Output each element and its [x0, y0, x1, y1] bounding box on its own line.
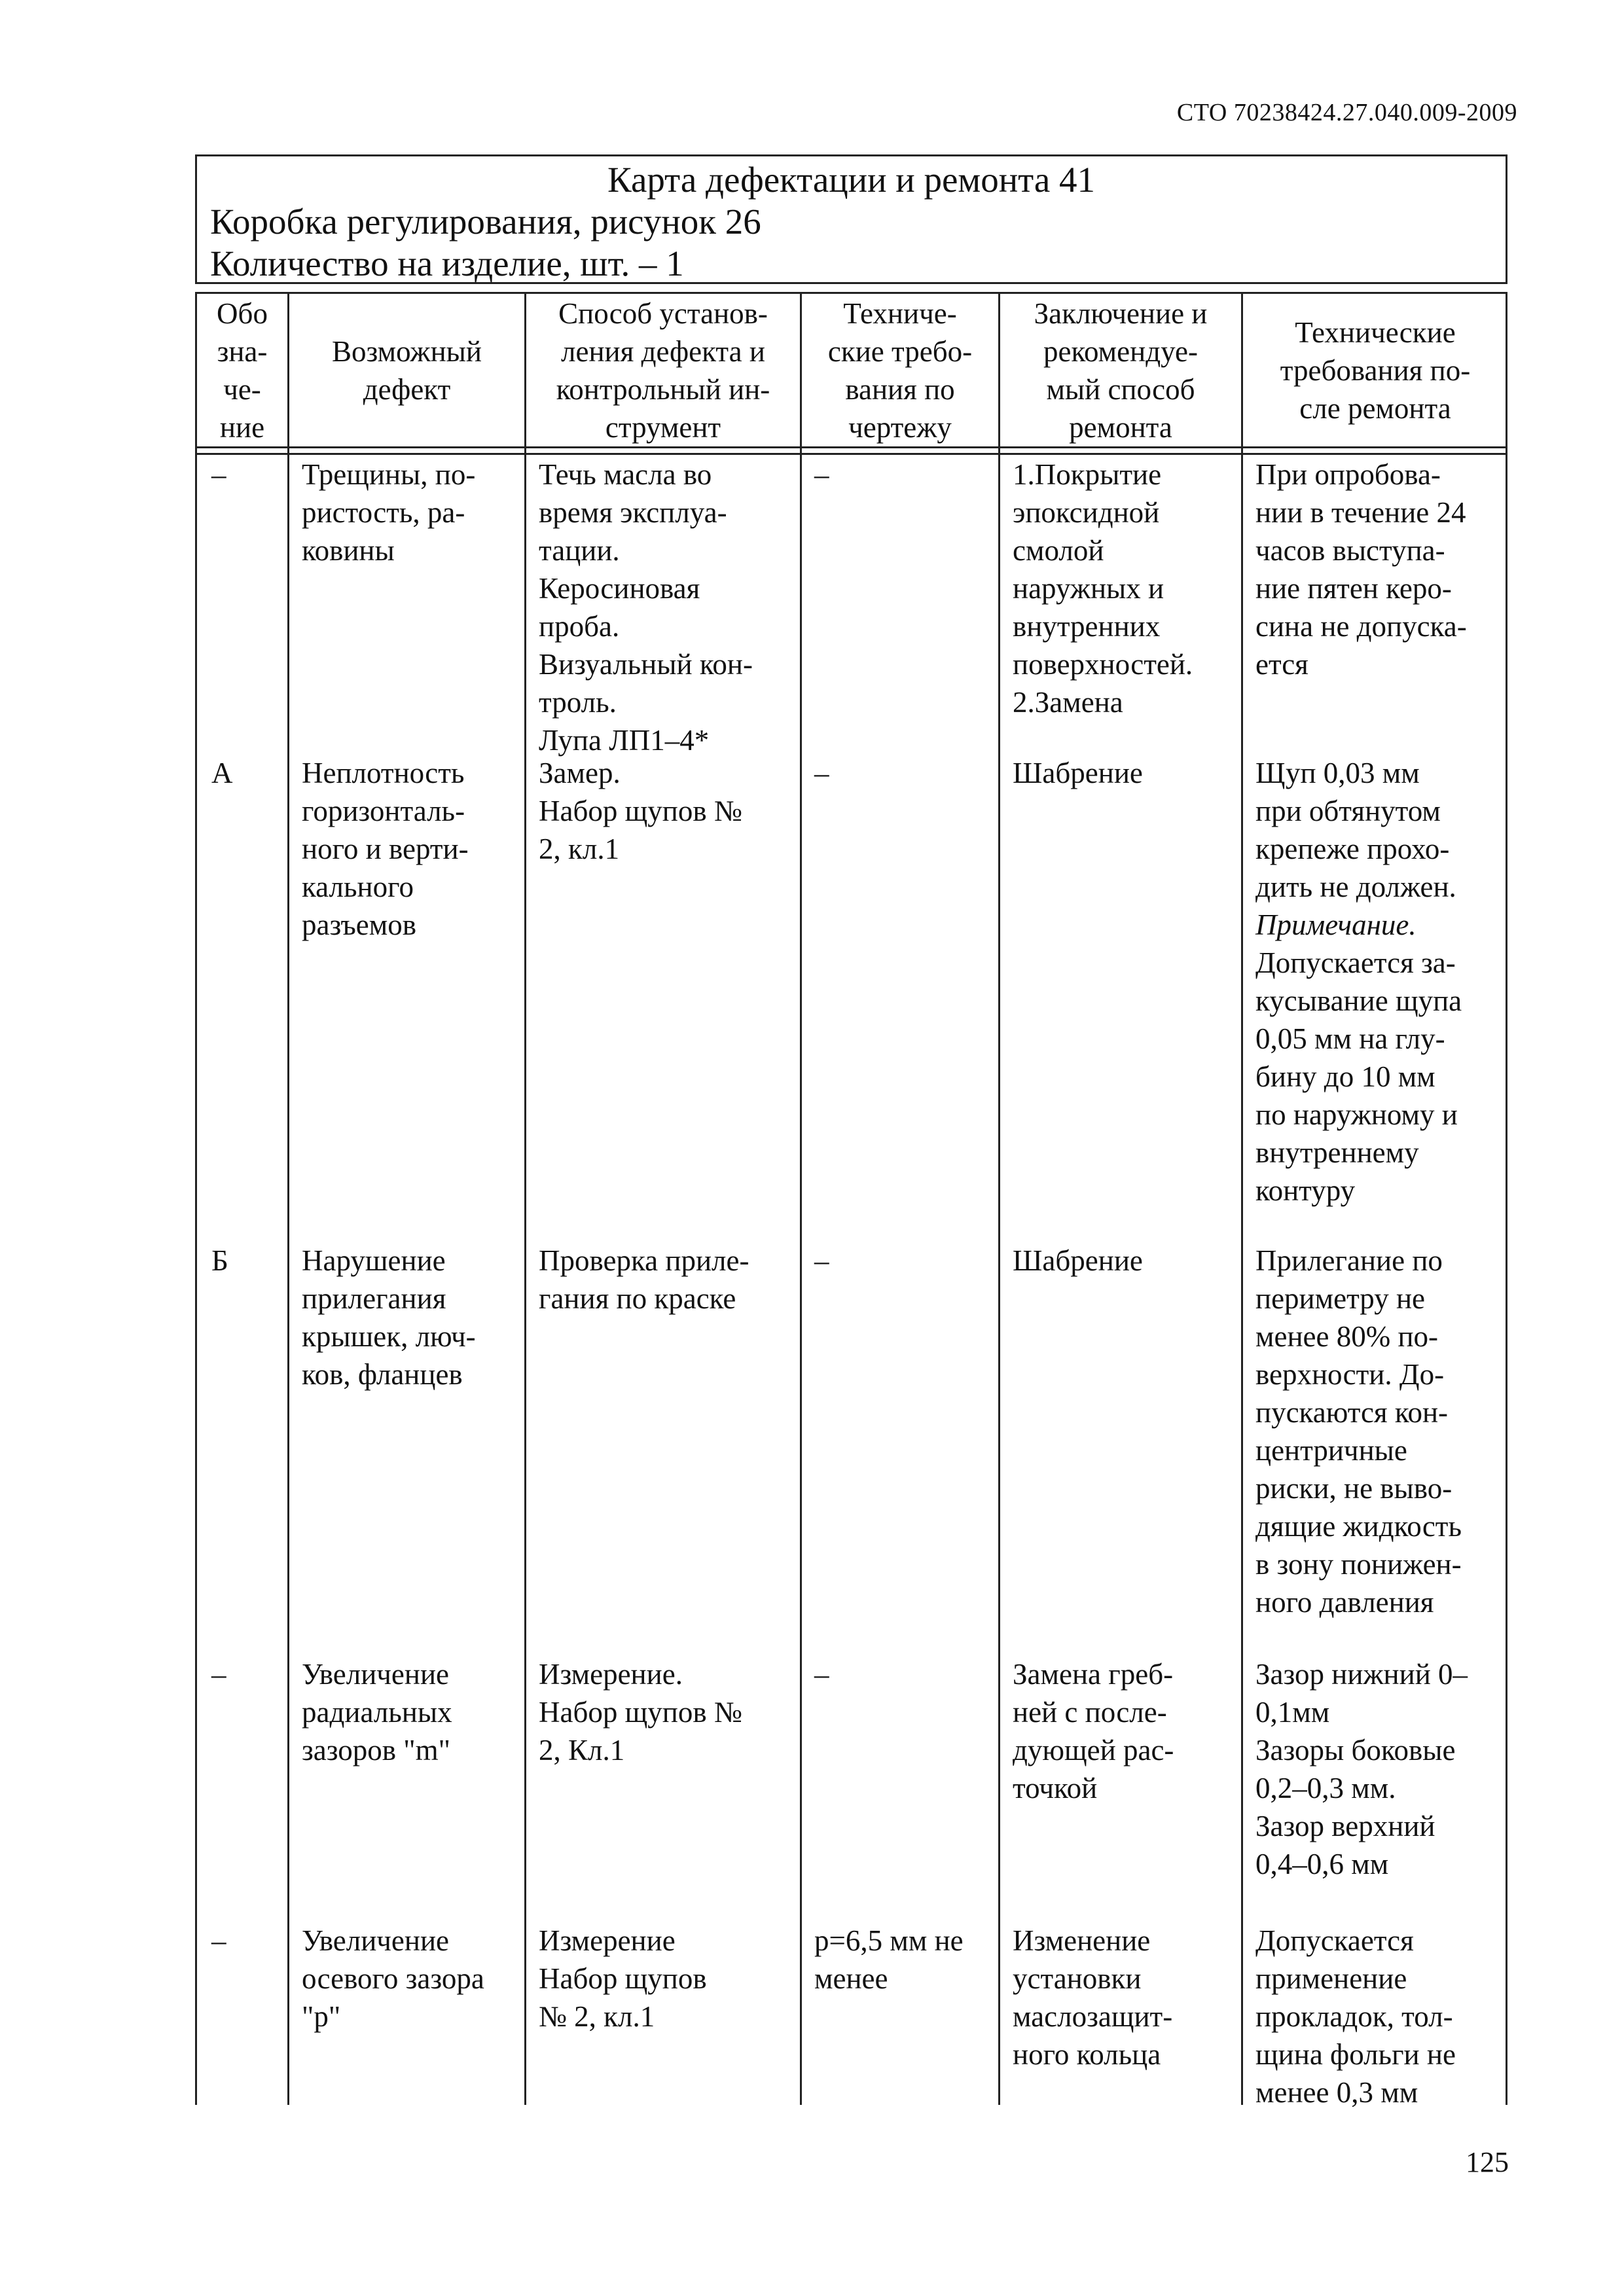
cell-conclusion: Изменение установки маслозащит- ного кольца [1013, 1924, 1173, 2071]
cell-designation: Б [211, 1244, 228, 1277]
cell-method: Проверка приле- гания по краске [539, 1244, 749, 1315]
cell-method: Замер. Набор щупов № 2, кл.1 [539, 757, 742, 865]
cell-method: Измерение Набор щупов № 2, кл.1 [539, 1924, 707, 2033]
cell-conclusion: Шабрение [1013, 1244, 1143, 1277]
cell-drawing-requirements: – [814, 1244, 829, 1277]
header-rule [197, 446, 1506, 448]
cell-after-repair: Прилегание по периметру не менее 80% по- верхности. До- пускаются кон- центричные риски, не выво- дящие жидкость в зону понижен- ного давления [1255, 1244, 1462, 1619]
column-header-conclusion: Заключение и рекомендуе- мый способ ремонта [1034, 296, 1208, 444]
cell-designation: – [211, 458, 226, 491]
column-header-designation: Обо зна- че- ние [217, 296, 268, 444]
column-divider [287, 294, 289, 2105]
header-rule [197, 453, 1506, 455]
column-divider [800, 294, 802, 2105]
column-header-drawing-requirements: Техниче- ские требо- вания по чертежу [827, 296, 973, 444]
column-divider [1241, 294, 1243, 2105]
defect-table [195, 292, 1507, 2109]
note-text: Допускается за- кусывание щупа 0,05 мм на глу- бину до 10 мм по наружному и внутреннему контуру [1255, 946, 1462, 1207]
document-code: СТО 70238424.27.040.009-2009 [1176, 99, 1517, 126]
cell-defect: Трещины, по- ристость, ра- ковины [302, 458, 476, 567]
cell-designation: А [211, 757, 233, 789]
cell-method: Течь масла во время эксплуа- тации. Керосиновая проба. Визуальный кон- троль. Лупа ЛП1–4* [539, 458, 753, 757]
column-header-defect: Возможный дефект [332, 334, 482, 406]
cell-drawing-requirements: – [814, 1658, 829, 1691]
card-header [195, 154, 1507, 284]
cell-after-repair: Зазор нижний 0– 0,1мм Зазоры боковые 0,2–0,3 мм. Зазор верхний 0,4–0,6 мм [1255, 1658, 1468, 1880]
cell-after-repair [1255, 754, 1501, 1210]
cell-defect: Нарушение прилегания крышек, люч- ков, фланцев [302, 1244, 476, 1391]
cell-designation: – [211, 1658, 226, 1691]
cell-drawing-requirements: – [814, 757, 829, 789]
cell-drawing-requirements: р=6,5 мм не менее [814, 1924, 964, 1995]
cell-after-repair: Допускается применение прокладок, тол- щина фольги не менее 0,3 мм [1255, 1924, 1456, 2109]
cell-defect: Неплотность горизонталь- ного и верти- кального разъемов [302, 757, 469, 941]
cell-drawing-requirements: – [814, 458, 829, 491]
card-quantity: Количество на изделие, шт. – 1 [210, 243, 684, 283]
cell-after-repair: При опробова- нии в течение 24 часов выступа- ние пятен керо- сина не допуска- ется [1255, 458, 1467, 681]
cell-conclusion: Замена греб- ней с после- дующей рас- точкой [1013, 1658, 1174, 1804]
column-divider [524, 294, 526, 2105]
cell-designation: – [211, 1924, 226, 1957]
card-title: Карта дефектации и ремонта 41 [607, 160, 1095, 200]
card-subtitle: Коробка регулирования, рисунок 26 [210, 202, 761, 242]
page-number: 125 [1466, 2146, 1509, 2178]
column-divider [998, 294, 1000, 2105]
cell-conclusion: Шабрение [1013, 757, 1143, 789]
column-header-method: Способ установ- ления дефекта и контрольный ин- струмент [556, 296, 770, 444]
after-repair-text: Щуп 0,03 мм при обтянутом крепеже прохо- дить не должен. [1255, 757, 1456, 903]
cell-conclusion: 1.Покрытие эпоксидной смолой наружных и внутренних поверхностей. 2.Замена [1013, 458, 1193, 719]
note-label: Примечание. [1255, 908, 1416, 941]
cell-defect: Увеличение радиальных зазоров "m" [302, 1658, 452, 1767]
cell-defect: Увеличение осевого зазора "р" [302, 1924, 484, 2033]
column-header-after-repair: Технические требования по- сле ремонта [1280, 315, 1471, 425]
cell-method: Измерение. Набор щупов № 2, Кл.1 [539, 1658, 742, 1767]
